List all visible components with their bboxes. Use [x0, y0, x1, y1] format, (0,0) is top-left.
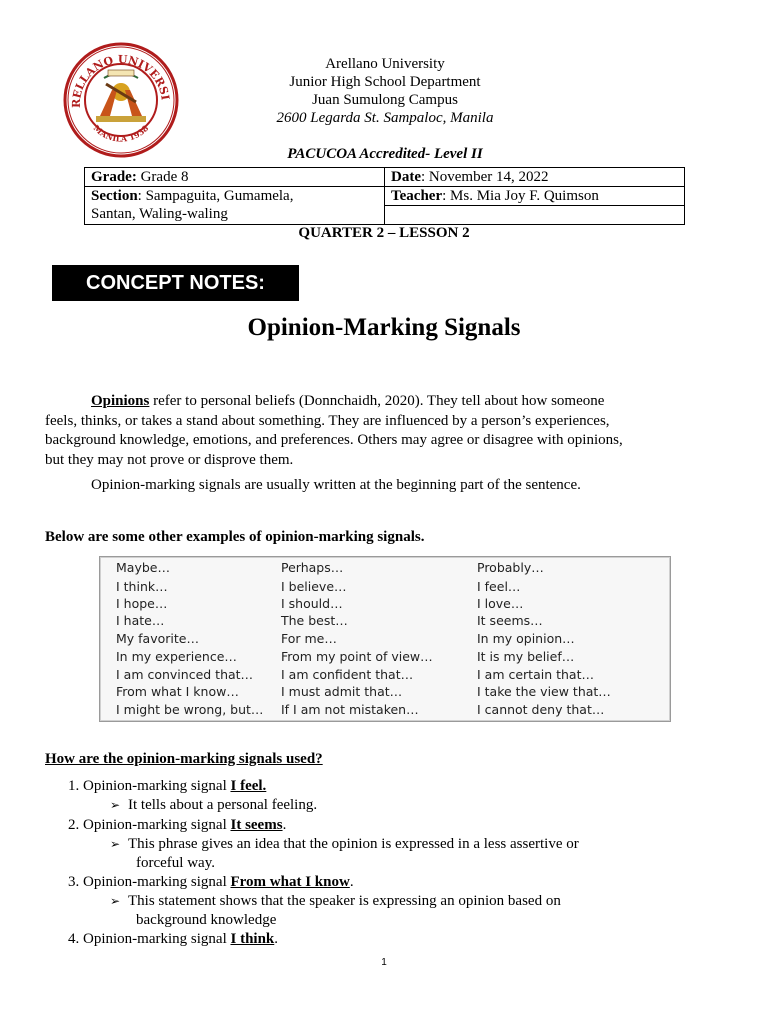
intro-line-1 — [45, 392, 725, 412]
signal-cell: It seems… — [477, 613, 543, 628]
intro-paragraph-2: Opinion-marking signals are usually written at the beginning part of the sentence. — [91, 477, 581, 493]
signal-cell: I feel… — [477, 579, 521, 594]
accreditation: PACUCOA Accredited- Level II — [287, 146, 483, 162]
intro-paragraph — [45, 392, 725, 470]
list-prefix: Opinion-marking signal — [83, 817, 231, 833]
grade-label: Grade: — [91, 169, 137, 185]
arrow-bullet-icon: ➢ — [110, 798, 121, 812]
grade-value: Grade 8 — [136, 169, 189, 185]
list-subitem — [110, 835, 678, 855]
signal-cell: I am certain that… — [477, 667, 594, 682]
address: 2600 Legarda St. Sampaloc, Manila — [276, 110, 494, 126]
signal-cell: The best… — [281, 613, 348, 628]
grade-cell — [85, 168, 385, 187]
intro-line-4: but they may not prove or disprove them. — [45, 451, 294, 468]
signal-cell: From my point of view… — [281, 649, 433, 664]
signal-cell: From what I know… — [116, 684, 239, 699]
campus-name: Juan Sumulong Campus — [312, 92, 458, 108]
list-item — [68, 930, 708, 950]
signal-cell: I should… — [281, 596, 343, 611]
signal-cell: In my opinion… — [477, 631, 575, 646]
opinions-term: Opinions — [91, 393, 150, 409]
signal-term: From what I know — [230, 874, 350, 890]
subitem-text: It tells about a personal feeling. — [128, 797, 318, 813]
signal-cell: I think… — [116, 579, 168, 594]
signal-cell: In my experience… — [116, 649, 237, 664]
list-subitem — [110, 796, 678, 816]
signal-term: I feel. — [230, 778, 267, 794]
signal-cell: For me… — [281, 631, 337, 646]
signal-cell: I might be wrong, but… — [116, 702, 264, 717]
list-number: 1. — [68, 778, 80, 794]
intro-line-2: feels, thinks, or takes a stand about something. They are influenced by a person’s experiences, — [45, 412, 610, 429]
lesson-label: QUARTER 2 – LESSON 2 — [298, 225, 470, 241]
arrow-bullet-icon: ➢ — [110, 894, 121, 908]
teacher-cell — [385, 187, 685, 206]
section-value-cont: Santan, Waling-waling — [91, 206, 228, 222]
opinion-signals-table — [99, 556, 671, 722]
subitem-text: This statement shows that the speaker is expressing an opinion based on — [128, 893, 561, 909]
signal-cell: I believe… — [281, 579, 347, 594]
subitem-text-cont: background knowledge — [136, 912, 277, 928]
intro-line-3: background knowledge, emotions, and preferences. Others may agree or disagree with opinions, — [45, 432, 623, 448]
signal-cell: I must admit that… — [281, 684, 403, 699]
university-name: Arellano University — [325, 56, 445, 72]
signal-cell: I am convinced that… — [116, 667, 254, 682]
list-suffix: . — [282, 817, 287, 833]
university-seal-logo — [62, 40, 180, 158]
signal-term: It seems — [230, 817, 283, 833]
signal-cell: My favorite… — [116, 631, 199, 646]
list-prefix: Opinion-marking signal — [83, 931, 231, 947]
signal-cell: I take the view that… — [477, 684, 611, 699]
list-number: 4. — [68, 931, 80, 947]
date-cell — [385, 168, 685, 187]
signal-cell: I cannot deny that… — [477, 702, 605, 717]
list-number: 2. — [68, 817, 80, 833]
section-value: : Sampaguita, Gumamela, — [137, 188, 294, 204]
section-label: Section — [91, 188, 138, 204]
signal-cell: I am confident that… — [281, 667, 414, 682]
teacher-value: : Ms. Mia Joy F. Quimson — [442, 188, 599, 204]
signal-cell: It is my belief… — [477, 649, 575, 664]
empty-cell — [385, 206, 685, 225]
list-item — [68, 873, 708, 893]
list-subitem — [110, 892, 678, 912]
signal-cell: Probably… — [477, 560, 544, 575]
seal-top-text: RELLANO UNIVERSI — [69, 52, 172, 109]
arrow-bullet-icon: ➢ — [110, 837, 121, 851]
page-number: 1 — [381, 957, 387, 968]
seal-bottom-text: MANILA 1938 — [91, 122, 151, 144]
list-prefix: Opinion-marking signal — [83, 778, 231, 794]
date-value: : November 14, 2022 — [421, 169, 549, 185]
list-item — [68, 816, 708, 836]
signal-cell: I love… — [477, 596, 524, 611]
teacher-label: Teacher — [391, 188, 443, 204]
subitem-text: This phrase gives an idea that the opinion is expressed in a less assertive or — [128, 836, 579, 852]
section-cell — [85, 187, 385, 225]
list-number: 3. — [68, 874, 80, 890]
signal-cell: If I am not mistaken… — [281, 702, 419, 717]
examples-heading: Below are some other examples of opinion-marking signals. — [45, 529, 425, 545]
class-info-table — [84, 167, 685, 225]
usage-heading: How are the opinion-marking signals used? — [45, 751, 323, 767]
list-prefix: Opinion-marking signal — [83, 874, 231, 890]
department-name: Junior High School Department — [289, 74, 481, 90]
concept-notes-banner: CONCEPT NOTES: — [52, 265, 299, 301]
signal-term: I think — [230, 931, 275, 947]
list-suffix: . — [274, 931, 279, 947]
signal-cell: I hope… — [116, 596, 168, 611]
date-label: Date — [391, 169, 421, 185]
list-suffix: . — [349, 874, 354, 890]
page-title: Opinion-Marking Signals — [247, 314, 521, 341]
subitem-text-cont: forceful way. — [136, 855, 215, 871]
signal-cell: I hate… — [116, 613, 165, 628]
signal-cell: Perhaps… — [281, 560, 344, 575]
signal-cell: Maybe… — [116, 560, 170, 575]
list-item — [68, 777, 708, 797]
intro-line-1-rest: refer to personal beliefs (Donnchaidh, 2020). They tell about how someone — [149, 393, 605, 409]
